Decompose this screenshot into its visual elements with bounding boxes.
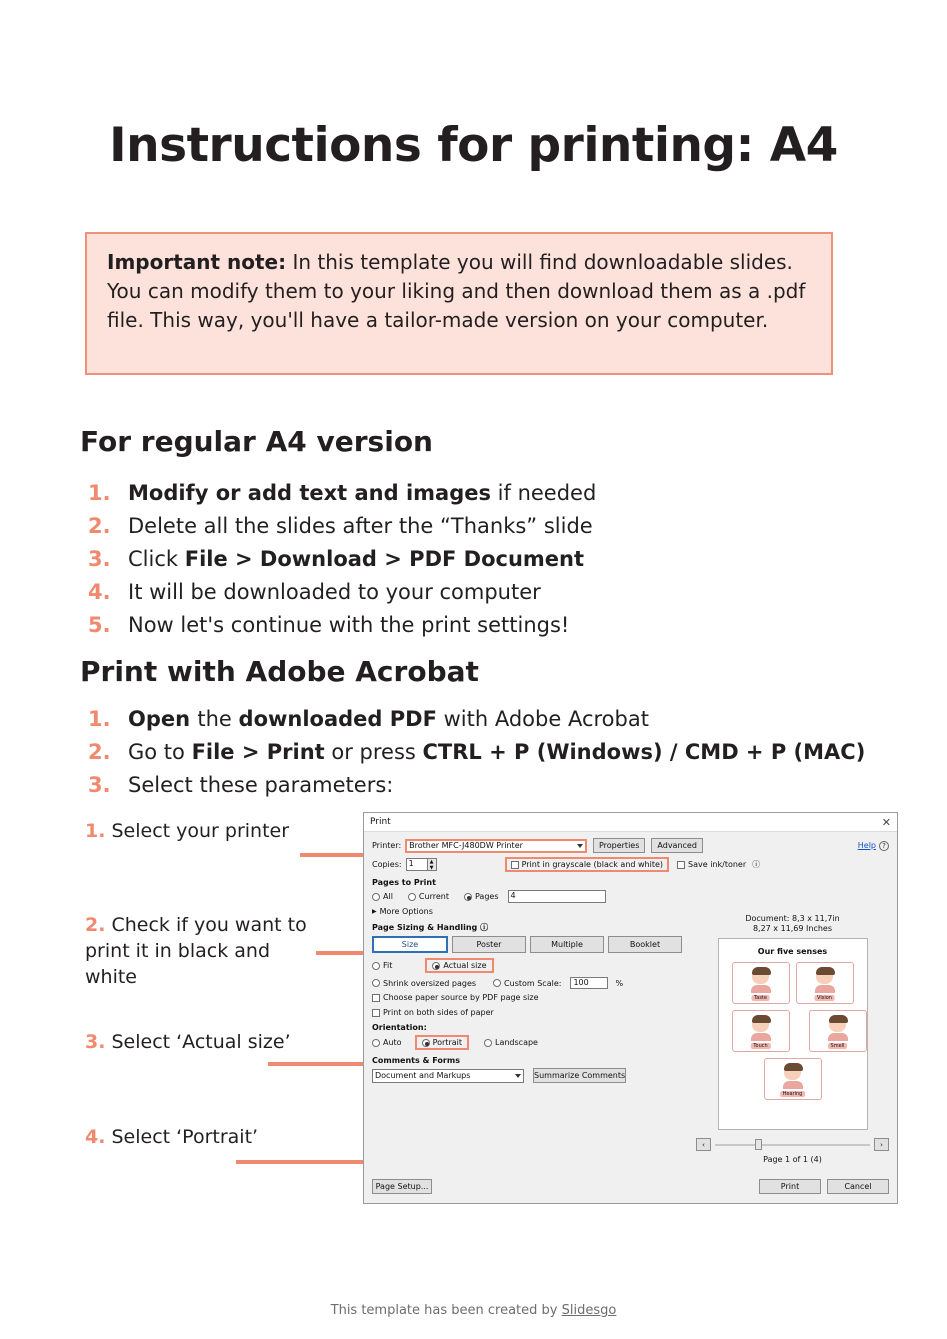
preview-document-line: Document: 8,3 x 11,7in bbox=[745, 914, 840, 923]
custom-scale-input[interactable]: 100 bbox=[570, 977, 608, 989]
tab-size[interactable]: Size bbox=[372, 936, 448, 953]
saveink-checkbox[interactable] bbox=[677, 861, 685, 869]
advanced-button[interactable]: Advanced bbox=[651, 838, 703, 853]
list-item-text: Select these parameters: bbox=[128, 773, 394, 797]
radio-current-label: Current bbox=[418, 892, 449, 901]
radio-actual-size-label: Actual size bbox=[443, 961, 487, 970]
radio-auto[interactable] bbox=[372, 1039, 380, 1047]
both-sides-row[interactable] bbox=[372, 1008, 682, 1017]
note-strong-label: Important note: bbox=[107, 250, 287, 274]
help-icon[interactable]: ? bbox=[879, 841, 889, 851]
chevron-down-icon bbox=[515, 1074, 521, 1078]
percent-label: % bbox=[615, 978, 624, 988]
preview-cards bbox=[719, 962, 867, 1100]
print-button[interactable]: Print bbox=[759, 1179, 821, 1194]
orientation-title: Orientation: bbox=[372, 1023, 427, 1032]
more-options-toggle[interactable] bbox=[372, 907, 682, 916]
preview-slider[interactable] bbox=[715, 1138, 870, 1151]
orientation-options bbox=[372, 1035, 682, 1050]
printer-value: Brother MFC-J480DW Printer bbox=[409, 841, 523, 850]
important-note-box bbox=[85, 232, 833, 375]
steps-list-acrobat bbox=[80, 706, 865, 805]
list-item-number: 3. bbox=[88, 547, 111, 571]
callout-number: 3. bbox=[85, 1031, 106, 1053]
portrait-option[interactable] bbox=[415, 1035, 469, 1050]
list-item bbox=[80, 579, 596, 606]
page-sizing-tabs bbox=[372, 936, 682, 953]
actual-size-option[interactable] bbox=[425, 958, 493, 973]
printer-label: Printer: bbox=[372, 841, 402, 850]
summarize-comments-button[interactable]: Summarize Comments bbox=[533, 1068, 626, 1083]
page-sizing-label: Page Sizing & Handling bbox=[372, 923, 478, 932]
print-preview-panel bbox=[696, 914, 889, 1164]
callout-text: Select ‘Portrait’ bbox=[105, 1126, 259, 1148]
both-sides-checkbox[interactable] bbox=[372, 1009, 380, 1017]
preview-card bbox=[732, 962, 790, 1004]
printer-select[interactable] bbox=[405, 839, 587, 853]
list-item-number: 2. bbox=[88, 740, 111, 764]
copies-stepper[interactable]: ▲ ▼ bbox=[428, 858, 437, 871]
radio-current[interactable] bbox=[408, 893, 416, 901]
radio-custom-scale-label: Custom Scale: bbox=[504, 978, 562, 988]
grayscale-label: Print in grayscale (black and white) bbox=[521, 860, 664, 869]
callout-text: Select ‘Actual size’ bbox=[105, 1031, 291, 1053]
more-options-label: More Options bbox=[379, 907, 433, 916]
printer-row bbox=[372, 838, 889, 853]
preview-card bbox=[732, 1010, 790, 1052]
comments-select[interactable] bbox=[372, 1069, 524, 1083]
grayscale-checkbox[interactable] bbox=[511, 861, 519, 869]
close-icon[interactable]: ✕ bbox=[881, 815, 891, 829]
radio-all[interactable] bbox=[372, 893, 380, 901]
section-heading-acrobat: Print with Adobe Acrobat bbox=[80, 655, 479, 688]
preview-card-label: Smell bbox=[828, 1043, 848, 1049]
list-item-text: Delete all the slides after the “Thanks” slide bbox=[128, 514, 593, 538]
copies-label: Copies: bbox=[372, 860, 402, 869]
radio-pages[interactable] bbox=[464, 893, 472, 901]
page-sizing-info-icon: ⓘ bbox=[480, 923, 489, 932]
footer-credit bbox=[0, 1303, 947, 1318]
radio-all-label: All bbox=[383, 892, 393, 901]
list-item bbox=[80, 480, 596, 507]
dialog-footer bbox=[364, 1177, 897, 1199]
pages-to-print-group bbox=[372, 878, 682, 916]
preview-card-label: Hearing bbox=[780, 1091, 806, 1097]
size-row-1 bbox=[372, 958, 682, 973]
choose-paper-label: Choose paper source by PDF page size bbox=[383, 993, 539, 1002]
radio-portrait[interactable] bbox=[422, 1039, 430, 1047]
chevron-down-icon bbox=[577, 844, 583, 848]
radio-pages-label: Pages bbox=[474, 892, 499, 901]
callout-text: Select your printer bbox=[105, 820, 290, 842]
size-row-2 bbox=[372, 977, 682, 989]
radio-shrink[interactable] bbox=[372, 979, 380, 987]
choose-paper-row[interactable] bbox=[372, 993, 682, 1002]
info-icon: ⓘ bbox=[752, 860, 761, 869]
preview-card-label: Taste bbox=[751, 995, 770, 1001]
preview-slider-knob[interactable] bbox=[755, 1139, 762, 1150]
list-item bbox=[80, 612, 596, 639]
list-item-number: 1. bbox=[88, 481, 111, 505]
tab-booklet[interactable]: Booklet bbox=[608, 936, 682, 953]
pages-to-print-options bbox=[372, 890, 682, 903]
preview-slide-title: Our five senses bbox=[757, 947, 828, 956]
preview-prev-button[interactable]: ‹ bbox=[696, 1138, 711, 1151]
list-item-number: 1. bbox=[88, 707, 111, 731]
radio-fit-label: Fit bbox=[383, 961, 393, 970]
preview-size-line: 8,27 x 11,69 Inches bbox=[752, 924, 833, 933]
preview-card-label: Touch bbox=[750, 1043, 770, 1049]
page-sizing-title bbox=[372, 922, 682, 933]
dialog-title: Print bbox=[370, 817, 391, 827]
list-item bbox=[80, 546, 596, 573]
choose-paper-checkbox[interactable] bbox=[372, 994, 380, 1002]
callout-text: Check if you want to print it in black and white bbox=[85, 914, 307, 988]
properties-button[interactable]: Properties bbox=[593, 838, 645, 853]
comments-row bbox=[372, 1068, 682, 1083]
page-title: Instructions for printing: A4 bbox=[109, 118, 838, 173]
preview-next-button[interactable]: › bbox=[874, 1138, 889, 1151]
radio-actual-size[interactable] bbox=[432, 962, 440, 970]
section-heading-a4: For regular A4 version bbox=[80, 425, 433, 458]
comments-group bbox=[372, 1056, 682, 1083]
list-item-number: 2. bbox=[88, 514, 111, 538]
callout-grayscale bbox=[85, 912, 325, 990]
preview-card bbox=[764, 1058, 822, 1100]
tab-multiple[interactable]: Multiple bbox=[530, 936, 604, 953]
preview-card bbox=[796, 962, 854, 1004]
steps-list-a4 bbox=[80, 480, 596, 645]
preview-card-label: Vision bbox=[814, 995, 835, 1001]
list-item-number: 3. bbox=[88, 773, 111, 797]
list-item-text: Modify or add text and images if needed bbox=[128, 481, 597, 505]
print-dialog bbox=[363, 812, 898, 1204]
radio-custom-scale[interactable] bbox=[493, 979, 501, 987]
callout-select-printer bbox=[85, 818, 325, 844]
list-item-number: 4. bbox=[88, 580, 111, 604]
preview-page-label: Page 1 of 1 (4) bbox=[763, 1155, 822, 1164]
copies-input[interactable]: 1 bbox=[406, 858, 428, 871]
pages-range-input[interactable]: 4 bbox=[508, 890, 606, 903]
radio-auto-label: Auto bbox=[383, 1038, 402, 1047]
saveink-label: Save ink/toner bbox=[688, 860, 747, 869]
pages-to-print-title: Pages to Print bbox=[372, 878, 436, 887]
callout-number: 2. bbox=[85, 914, 106, 936]
list-item-text: Now let's continue with the print settings! bbox=[128, 613, 570, 637]
radio-shrink-label: Shrink oversized pages bbox=[383, 978, 477, 988]
list-item bbox=[80, 772, 865, 799]
list-item bbox=[80, 513, 596, 540]
preview-paper bbox=[718, 938, 868, 1130]
list-item-text: Open the downloaded PDF with Adobe Acrobat bbox=[128, 707, 649, 731]
comments-value: Document and Markups bbox=[375, 1071, 471, 1080]
list-item-text: Go to File > Print or press CTRL + P (Windows) / CMD + P (MAC) bbox=[128, 740, 866, 764]
radio-fit[interactable] bbox=[372, 962, 380, 970]
chevron-right-icon: ▶ bbox=[372, 908, 377, 915]
callout-number: 4. bbox=[85, 1126, 106, 1148]
dialog-titlebar bbox=[364, 813, 897, 832]
page-setup-button[interactable]: Page Setup... bbox=[372, 1179, 432, 1194]
help-link[interactable]: Help bbox=[857, 841, 876, 850]
credit-link[interactable]: Slidesgo bbox=[561, 1303, 617, 1318]
callout-number: 1. bbox=[85, 820, 106, 842]
list-item-text: Click File > Download > PDF Document bbox=[128, 547, 585, 571]
comments-title: Comments & Forms bbox=[372, 1056, 460, 1065]
grayscale-option[interactable] bbox=[505, 857, 669, 872]
cancel-button[interactable]: Cancel bbox=[827, 1179, 889, 1194]
preview-nav bbox=[696, 1138, 889, 1151]
tab-poster[interactable]: Poster bbox=[452, 936, 526, 953]
credit-text: This template has been created by bbox=[330, 1303, 562, 1318]
both-sides-label: Print on both sides of paper bbox=[383, 1008, 494, 1017]
page-sizing-group bbox=[372, 922, 682, 1050]
list-item-text: It will be downloaded to your computer bbox=[128, 580, 541, 604]
list-item-number: 5. bbox=[88, 613, 111, 637]
preview-card bbox=[809, 1010, 867, 1052]
list-item bbox=[80, 739, 865, 766]
radio-portrait-label: Portrait bbox=[432, 1038, 462, 1047]
radio-landscape[interactable] bbox=[484, 1039, 492, 1047]
note-text: In this template you will find downloadable slides. You can modify them to your liking and then download them as a .pdf file. This way, you'll have a tailor-made version on your computer. bbox=[107, 250, 806, 332]
radio-landscape-label: Landscape bbox=[495, 1038, 538, 1047]
list-item bbox=[80, 706, 865, 733]
saveink-option[interactable] bbox=[677, 860, 746, 869]
copies-row bbox=[372, 857, 889, 872]
